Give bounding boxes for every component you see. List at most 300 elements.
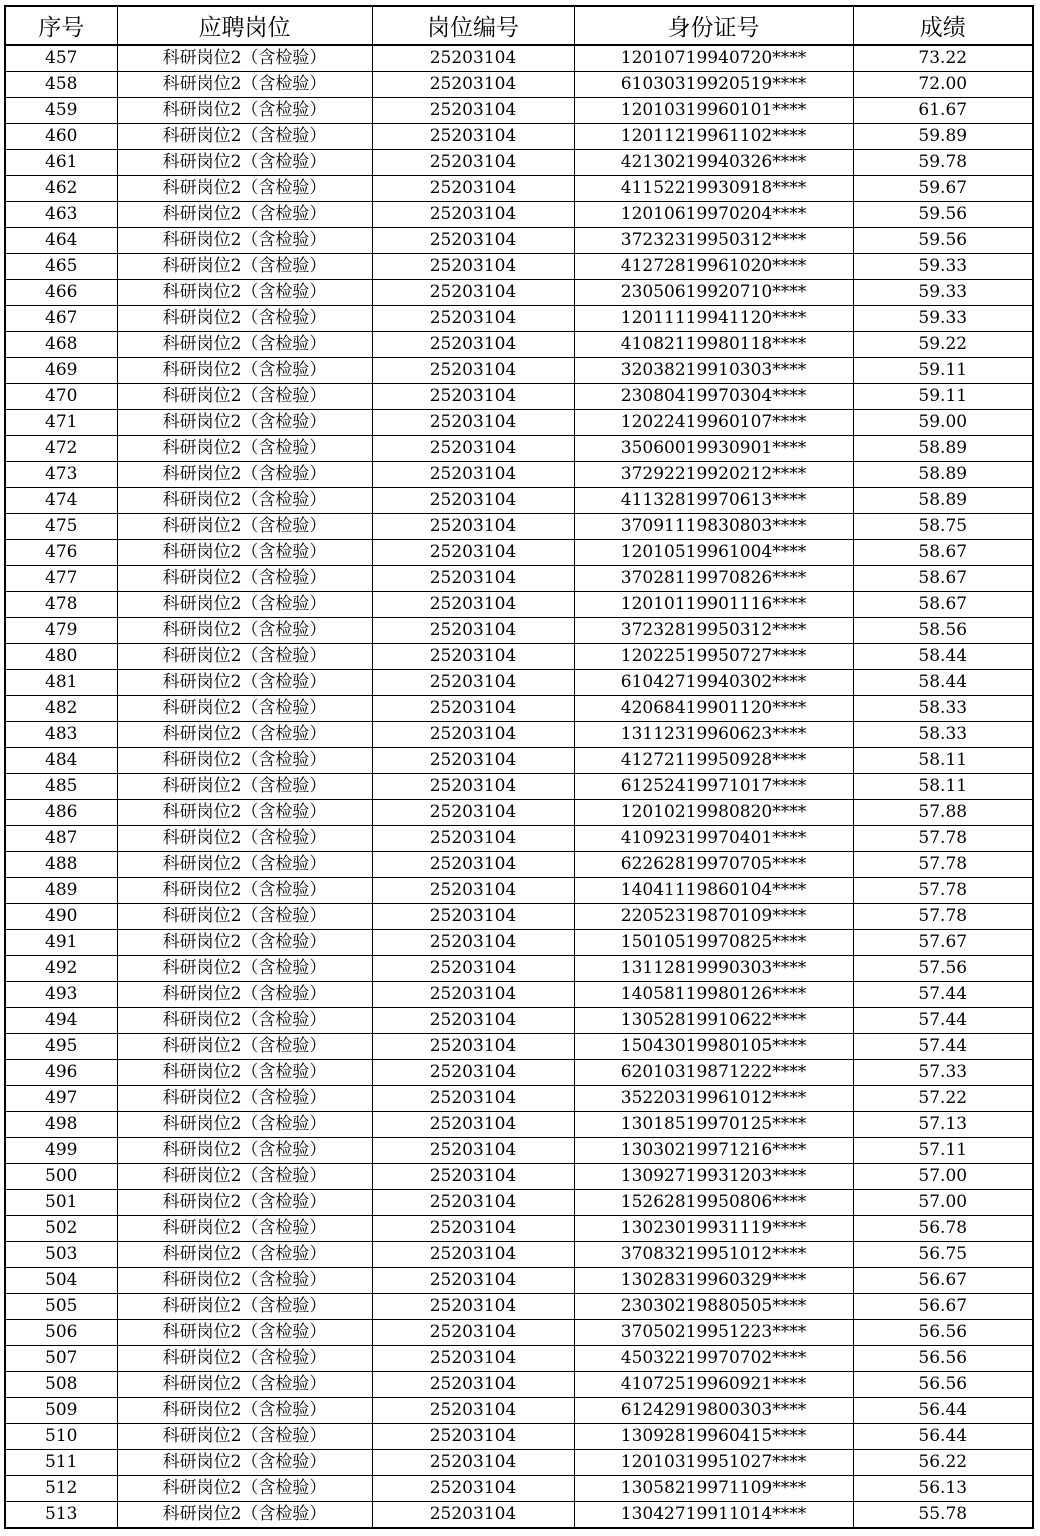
position-code-cell: 25203104 <box>372 228 574 254</box>
serial-no-cell: 472 <box>5 436 117 462</box>
score-cell: 59.67 <box>853 176 1033 202</box>
table-row <box>5 332 1033 358</box>
table-row <box>5 1424 1033 1450</box>
serial-no-cell: 475 <box>5 514 117 540</box>
position-cell: 科研岗位2（含检验） <box>117 150 372 176</box>
score-cell: 56.22 <box>853 1450 1033 1476</box>
id-number-cell: 61252419971017**** <box>574 774 853 800</box>
position-cell: 科研岗位2（含检验） <box>117 878 372 904</box>
position-code-cell: 25203104 <box>372 826 574 852</box>
table-row <box>5 1372 1033 1398</box>
id-number-cell: 12011219961102**** <box>574 124 853 150</box>
table-row <box>5 72 1033 98</box>
score-cell: 56.67 <box>853 1294 1033 1320</box>
table-row <box>5 956 1033 982</box>
table-row <box>5 306 1033 332</box>
id-number-cell: 23030219880505**** <box>574 1294 853 1320</box>
position-cell: 科研岗位2（含检验） <box>117 826 372 852</box>
table-row <box>5 670 1033 696</box>
header-serial-no: 序号 <box>5 6 117 45</box>
score-cell: 56.67 <box>853 1268 1033 1294</box>
position-code-cell: 25203104 <box>372 410 574 436</box>
position-code-cell: 25203104 <box>372 1034 574 1060</box>
id-number-cell: 12011119941120**** <box>574 306 853 332</box>
id-number-cell: 37050219951223**** <box>574 1320 853 1346</box>
id-number-cell: 62262819970705**** <box>574 852 853 878</box>
id-number-cell: 35220319961012**** <box>574 1086 853 1112</box>
table-row <box>5 150 1033 176</box>
position-code-cell: 25203104 <box>372 45 574 72</box>
score-cell: 59.89 <box>853 124 1033 150</box>
position-cell: 科研岗位2（含检验） <box>117 956 372 982</box>
id-number-cell: 13028319960329**** <box>574 1268 853 1294</box>
table-row <box>5 488 1033 514</box>
score-cell: 58.75 <box>853 514 1033 540</box>
table-row <box>5 1008 1033 1034</box>
serial-no-cell: 485 <box>5 774 117 800</box>
table-row <box>5 1138 1033 1164</box>
serial-no-cell: 460 <box>5 124 117 150</box>
id-number-cell: 15010519970825**** <box>574 930 853 956</box>
position-cell: 科研岗位2（含检验） <box>117 436 372 462</box>
position-code-cell: 25203104 <box>372 800 574 826</box>
position-cell: 科研岗位2（含检验） <box>117 1398 372 1424</box>
position-code-cell: 25203104 <box>372 1112 574 1138</box>
score-cell: 58.89 <box>853 488 1033 514</box>
serial-no-cell: 466 <box>5 280 117 306</box>
serial-no-cell: 463 <box>5 202 117 228</box>
score-cell: 57.78 <box>853 904 1033 930</box>
position-cell: 科研岗位2（含检验） <box>117 852 372 878</box>
position-cell: 科研岗位2（含检验） <box>117 722 372 748</box>
score-cell: 58.89 <box>853 436 1033 462</box>
position-cell: 科研岗位2（含检验） <box>117 1502 372 1529</box>
position-code-cell: 25203104 <box>372 1294 574 1320</box>
table-row <box>5 1242 1033 1268</box>
serial-no-cell: 491 <box>5 930 117 956</box>
serial-no-cell: 509 <box>5 1398 117 1424</box>
serial-no-cell: 488 <box>5 852 117 878</box>
score-cell: 56.75 <box>853 1242 1033 1268</box>
position-cell: 科研岗位2（含检验） <box>117 228 372 254</box>
position-code-cell: 25203104 <box>372 774 574 800</box>
position-code-cell: 25203104 <box>372 1268 574 1294</box>
score-cell: 59.33 <box>853 306 1033 332</box>
id-number-cell: 12010319960101**** <box>574 98 853 124</box>
table-row <box>5 566 1033 592</box>
position-cell: 科研岗位2（含检验） <box>117 1320 372 1346</box>
id-number-cell: 15043019980105**** <box>574 1034 853 1060</box>
table-row <box>5 826 1033 852</box>
position-cell: 科研岗位2（含检验） <box>117 1216 372 1242</box>
table-row <box>5 280 1033 306</box>
position-cell: 科研岗位2（含检验） <box>117 462 372 488</box>
position-code-cell: 25203104 <box>372 332 574 358</box>
serial-no-cell: 457 <box>5 45 117 72</box>
score-cell: 59.56 <box>853 202 1033 228</box>
position-cell: 科研岗位2（含检验） <box>117 45 372 72</box>
position-code-cell: 25203104 <box>372 1502 574 1529</box>
position-cell: 科研岗位2（含检验） <box>117 774 372 800</box>
header-score: 成绩 <box>853 6 1033 45</box>
score-cell: 56.44 <box>853 1398 1033 1424</box>
id-number-cell: 22052319870109**** <box>574 904 853 930</box>
serial-no-cell: 462 <box>5 176 117 202</box>
position-code-cell: 25203104 <box>372 852 574 878</box>
position-cell: 科研岗位2（含检验） <box>117 696 372 722</box>
score-cell: 57.78 <box>853 826 1033 852</box>
score-cell: 58.33 <box>853 722 1033 748</box>
id-number-cell: 15262819950806**** <box>574 1190 853 1216</box>
position-code-cell: 25203104 <box>372 72 574 98</box>
score-cell: 58.56 <box>853 618 1033 644</box>
score-cell: 56.56 <box>853 1346 1033 1372</box>
header-position-code: 岗位编号 <box>372 6 574 45</box>
id-number-cell: 13092819960415**** <box>574 1424 853 1450</box>
score-cell: 57.67 <box>853 930 1033 956</box>
id-number-cell: 61242919800303**** <box>574 1398 853 1424</box>
position-cell: 科研岗位2（含检验） <box>117 124 372 150</box>
table-row <box>5 1502 1033 1529</box>
serial-no-cell: 476 <box>5 540 117 566</box>
position-cell: 科研岗位2（含检验） <box>117 72 372 98</box>
position-code-cell: 25203104 <box>372 566 574 592</box>
score-cell: 58.67 <box>853 566 1033 592</box>
table-row <box>5 1346 1033 1372</box>
position-cell: 科研岗位2（含检验） <box>117 904 372 930</box>
position-code-cell: 25203104 <box>372 1008 574 1034</box>
position-cell: 科研岗位2（含检验） <box>117 592 372 618</box>
position-code-cell: 25203104 <box>372 748 574 774</box>
serial-no-cell: 465 <box>5 254 117 280</box>
id-number-cell: 12010119901116**** <box>574 592 853 618</box>
id-number-cell: 12010319951027**** <box>574 1450 853 1476</box>
id-number-cell: 12010219980820**** <box>574 800 853 826</box>
table-row <box>5 1398 1033 1424</box>
score-cell: 61.67 <box>853 98 1033 124</box>
id-number-cell: 13018519970125**** <box>574 1112 853 1138</box>
score-cell: 73.22 <box>853 45 1033 72</box>
id-number-cell: 41152219930918**** <box>574 176 853 202</box>
table-row <box>5 1450 1033 1476</box>
table-row <box>5 1190 1033 1216</box>
table-row <box>5 228 1033 254</box>
score-cell: 57.56 <box>853 956 1033 982</box>
serial-no-cell: 504 <box>5 1268 117 1294</box>
table-row <box>5 410 1033 436</box>
position-cell: 科研岗位2（含检验） <box>117 1034 372 1060</box>
position-cell: 科研岗位2（含检验） <box>117 1060 372 1086</box>
position-code-cell: 25203104 <box>372 1086 574 1112</box>
serial-no-cell: 477 <box>5 566 117 592</box>
serial-no-cell: 510 <box>5 1424 117 1450</box>
serial-no-cell: 506 <box>5 1320 117 1346</box>
table-row <box>5 540 1033 566</box>
score-cell: 58.67 <box>853 540 1033 566</box>
position-cell: 科研岗位2（含检验） <box>117 982 372 1008</box>
serial-no-cell: 486 <box>5 800 117 826</box>
id-number-cell: 12010519961004**** <box>574 540 853 566</box>
id-number-cell: 42068419901120**** <box>574 696 853 722</box>
position-code-cell: 25203104 <box>372 150 574 176</box>
score-cell: 57.44 <box>853 982 1033 1008</box>
score-cell: 59.78 <box>853 150 1033 176</box>
id-number-cell: 12010719940720**** <box>574 45 853 72</box>
score-cell: 57.11 <box>853 1138 1033 1164</box>
position-code-cell: 25203104 <box>372 956 574 982</box>
position-cell: 科研岗位2（含检验） <box>117 1372 372 1398</box>
id-number-cell: 37028119970826**** <box>574 566 853 592</box>
position-code-cell: 25203104 <box>372 592 574 618</box>
position-code-cell: 25203104 <box>372 514 574 540</box>
table-row <box>5 904 1033 930</box>
score-cell: 56.44 <box>853 1424 1033 1450</box>
score-cell: 57.44 <box>853 1008 1033 1034</box>
score-cell: 58.89 <box>853 462 1033 488</box>
id-number-cell: 41272119950928**** <box>574 748 853 774</box>
position-code-cell: 25203104 <box>372 1450 574 1476</box>
position-cell: 科研岗位2（含检验） <box>117 358 372 384</box>
position-cell: 科研岗位2（含检验） <box>117 1008 372 1034</box>
table-row <box>5 98 1033 124</box>
serial-no-cell: 470 <box>5 384 117 410</box>
serial-no-cell: 511 <box>5 1450 117 1476</box>
score-cell: 59.00 <box>853 410 1033 436</box>
table-row <box>5 696 1033 722</box>
score-cell: 56.13 <box>853 1476 1033 1502</box>
score-cell: 56.56 <box>853 1320 1033 1346</box>
table-row <box>5 748 1033 774</box>
serial-no-cell: 503 <box>5 1242 117 1268</box>
position-code-cell: 25203104 <box>372 1138 574 1164</box>
serial-no-cell: 479 <box>5 618 117 644</box>
table-row <box>5 436 1033 462</box>
position-code-cell: 25203104 <box>372 1164 574 1190</box>
table-row <box>5 124 1033 150</box>
score-cell: 55.78 <box>853 1502 1033 1529</box>
position-code-cell: 25203104 <box>372 1476 574 1502</box>
score-cell: 57.78 <box>853 852 1033 878</box>
position-code-cell: 25203104 <box>372 722 574 748</box>
score-cell: 56.78 <box>853 1216 1033 1242</box>
score-cell: 56.56 <box>853 1372 1033 1398</box>
score-cell: 59.11 <box>853 384 1033 410</box>
serial-no-cell: 494 <box>5 1008 117 1034</box>
position-code-cell: 25203104 <box>372 982 574 1008</box>
position-code-cell: 25203104 <box>372 878 574 904</box>
score-cell: 57.00 <box>853 1190 1033 1216</box>
position-cell: 科研岗位2（含检验） <box>117 488 372 514</box>
table-row <box>5 384 1033 410</box>
id-number-cell: 12022419960107**** <box>574 410 853 436</box>
position-cell: 科研岗位2（含检验） <box>117 98 372 124</box>
serial-no-cell: 492 <box>5 956 117 982</box>
id-number-cell: 13030219971216**** <box>574 1138 853 1164</box>
table-row <box>5 1476 1033 1502</box>
id-number-cell: 37083219951012**** <box>574 1242 853 1268</box>
serial-no-cell: 501 <box>5 1190 117 1216</box>
id-number-cell: 13112319960623**** <box>574 722 853 748</box>
serial-no-cell: 500 <box>5 1164 117 1190</box>
table-row <box>5 1320 1033 1346</box>
position-cell: 科研岗位2（含检验） <box>117 254 372 280</box>
serial-no-cell: 489 <box>5 878 117 904</box>
position-code-cell: 25203104 <box>372 98 574 124</box>
id-number-cell: 62010319871222**** <box>574 1060 853 1086</box>
position-code-cell: 25203104 <box>372 358 574 384</box>
id-number-cell: 37091119830803**** <box>574 514 853 540</box>
serial-no-cell: 513 <box>5 1502 117 1529</box>
position-code-cell: 25203104 <box>372 384 574 410</box>
id-number-cell: 23050619920710**** <box>574 280 853 306</box>
serial-no-cell: 497 <box>5 1086 117 1112</box>
table-row <box>5 514 1033 540</box>
score-cell: 57.78 <box>853 878 1033 904</box>
id-number-cell: 61030319920519**** <box>574 72 853 98</box>
position-code-cell: 25203104 <box>372 306 574 332</box>
position-code-cell: 25203104 <box>372 202 574 228</box>
table-row <box>5 618 1033 644</box>
id-number-cell: 41272819961020**** <box>574 254 853 280</box>
score-cell: 57.22 <box>853 1086 1033 1112</box>
id-number-cell: 12022519950727**** <box>574 644 853 670</box>
position-cell: 科研岗位2（含检验） <box>117 332 372 358</box>
position-code-cell: 25203104 <box>372 124 574 150</box>
serial-no-cell: 459 <box>5 98 117 124</box>
position-cell: 科研岗位2（含检验） <box>117 1138 372 1164</box>
serial-no-cell: 499 <box>5 1138 117 1164</box>
id-number-cell: 12010619970204**** <box>574 202 853 228</box>
score-cell: 57.88 <box>853 800 1033 826</box>
serial-no-cell: 480 <box>5 644 117 670</box>
table-row <box>5 644 1033 670</box>
table-row <box>5 1060 1033 1086</box>
position-cell: 科研岗位2（含检验） <box>117 202 372 228</box>
position-code-cell: 25203104 <box>372 618 574 644</box>
serial-no-cell: 467 <box>5 306 117 332</box>
id-number-cell: 41072519960921**** <box>574 1372 853 1398</box>
serial-no-cell: 507 <box>5 1346 117 1372</box>
id-number-cell: 41092319970401**** <box>574 826 853 852</box>
table-row <box>5 1164 1033 1190</box>
table-row <box>5 176 1033 202</box>
position-cell: 科研岗位2（含检验） <box>117 514 372 540</box>
table-row <box>5 1086 1033 1112</box>
table-row <box>5 722 1033 748</box>
position-cell: 科研岗位2（含检验） <box>117 1450 372 1476</box>
header-id-number: 身份证号 <box>574 6 853 45</box>
position-cell: 科研岗位2（含检验） <box>117 1268 372 1294</box>
position-cell: 科研岗位2（含检验） <box>117 1424 372 1450</box>
serial-no-cell: 461 <box>5 150 117 176</box>
position-cell: 科研岗位2（含检验） <box>117 644 372 670</box>
position-code-cell: 25203104 <box>372 1346 574 1372</box>
id-number-cell: 37232319950312**** <box>574 228 853 254</box>
position-cell: 科研岗位2（含检验） <box>117 1346 372 1372</box>
serial-no-cell: 498 <box>5 1112 117 1138</box>
position-code-cell: 25203104 <box>372 1424 574 1450</box>
serial-no-cell: 481 <box>5 670 117 696</box>
header-position: 应聘岗位 <box>117 6 372 45</box>
table-row <box>5 800 1033 826</box>
position-code-cell: 25203104 <box>372 1242 574 1268</box>
score-cell: 57.00 <box>853 1164 1033 1190</box>
serial-no-cell: 512 <box>5 1476 117 1502</box>
position-code-cell: 25203104 <box>372 1190 574 1216</box>
score-cell: 72.00 <box>853 72 1033 98</box>
id-number-cell: 41082119980118**** <box>574 332 853 358</box>
id-number-cell: 14058119980126**** <box>574 982 853 1008</box>
serial-no-cell: 496 <box>5 1060 117 1086</box>
serial-no-cell: 487 <box>5 826 117 852</box>
position-cell: 科研岗位2（含检验） <box>117 1190 372 1216</box>
serial-no-cell: 471 <box>5 410 117 436</box>
table-row <box>5 982 1033 1008</box>
id-number-cell: 41132819970613**** <box>574 488 853 514</box>
id-number-cell: 13092719931203**** <box>574 1164 853 1190</box>
table-row <box>5 1216 1033 1242</box>
table-row <box>5 774 1033 800</box>
table-row <box>5 1034 1033 1060</box>
table-row <box>5 1294 1033 1320</box>
serial-no-cell: 490 <box>5 904 117 930</box>
serial-no-cell: 469 <box>5 358 117 384</box>
id-number-cell: 37232819950312**** <box>574 618 853 644</box>
position-code-cell: 25203104 <box>372 644 574 670</box>
position-cell: 科研岗位2（含检验） <box>117 1242 372 1268</box>
score-cell: 59.56 <box>853 228 1033 254</box>
position-code-cell: 25203104 <box>372 904 574 930</box>
id-number-cell: 13112819990303**** <box>574 956 853 982</box>
position-cell: 科研岗位2（含检验） <box>117 1164 372 1190</box>
table-row <box>5 852 1033 878</box>
score-cell: 58.44 <box>853 670 1033 696</box>
score-cell: 57.13 <box>853 1112 1033 1138</box>
id-number-cell: 61042719940302**** <box>574 670 853 696</box>
position-code-cell: 25203104 <box>372 176 574 202</box>
position-cell: 科研岗位2（含检验） <box>117 540 372 566</box>
score-cell: 58.11 <box>853 774 1033 800</box>
id-number-cell: 32038219910303**** <box>574 358 853 384</box>
table-row <box>5 592 1033 618</box>
position-cell: 科研岗位2（含检验） <box>117 1086 372 1112</box>
position-cell: 科研岗位2（含检验） <box>117 930 372 956</box>
id-number-cell: 13052819910622**** <box>574 1008 853 1034</box>
position-cell: 科研岗位2（含检验） <box>117 176 372 202</box>
id-number-cell: 35060019930901**** <box>574 436 853 462</box>
serial-no-cell: 483 <box>5 722 117 748</box>
id-number-cell: 13023019931119**** <box>574 1216 853 1242</box>
position-code-cell: 25203104 <box>372 462 574 488</box>
position-code-cell: 25203104 <box>372 280 574 306</box>
position-cell: 科研岗位2（含检验） <box>117 748 372 774</box>
table-row <box>5 1268 1033 1294</box>
serial-no-cell: 458 <box>5 72 117 98</box>
id-number-cell: 23080419970304**** <box>574 384 853 410</box>
score-cell: 59.11 <box>853 358 1033 384</box>
table-row <box>5 878 1033 904</box>
position-code-cell: 25203104 <box>372 930 574 956</box>
position-code-cell: 25203104 <box>372 1060 574 1086</box>
position-cell: 科研岗位2（含检验） <box>117 306 372 332</box>
score-table <box>4 5 1034 1529</box>
position-cell: 科研岗位2（含检验） <box>117 1112 372 1138</box>
id-number-cell: 45032219970702**** <box>574 1346 853 1372</box>
score-cell: 58.11 <box>853 748 1033 774</box>
serial-no-cell: 484 <box>5 748 117 774</box>
table-row <box>5 1112 1033 1138</box>
score-cell: 58.67 <box>853 592 1033 618</box>
